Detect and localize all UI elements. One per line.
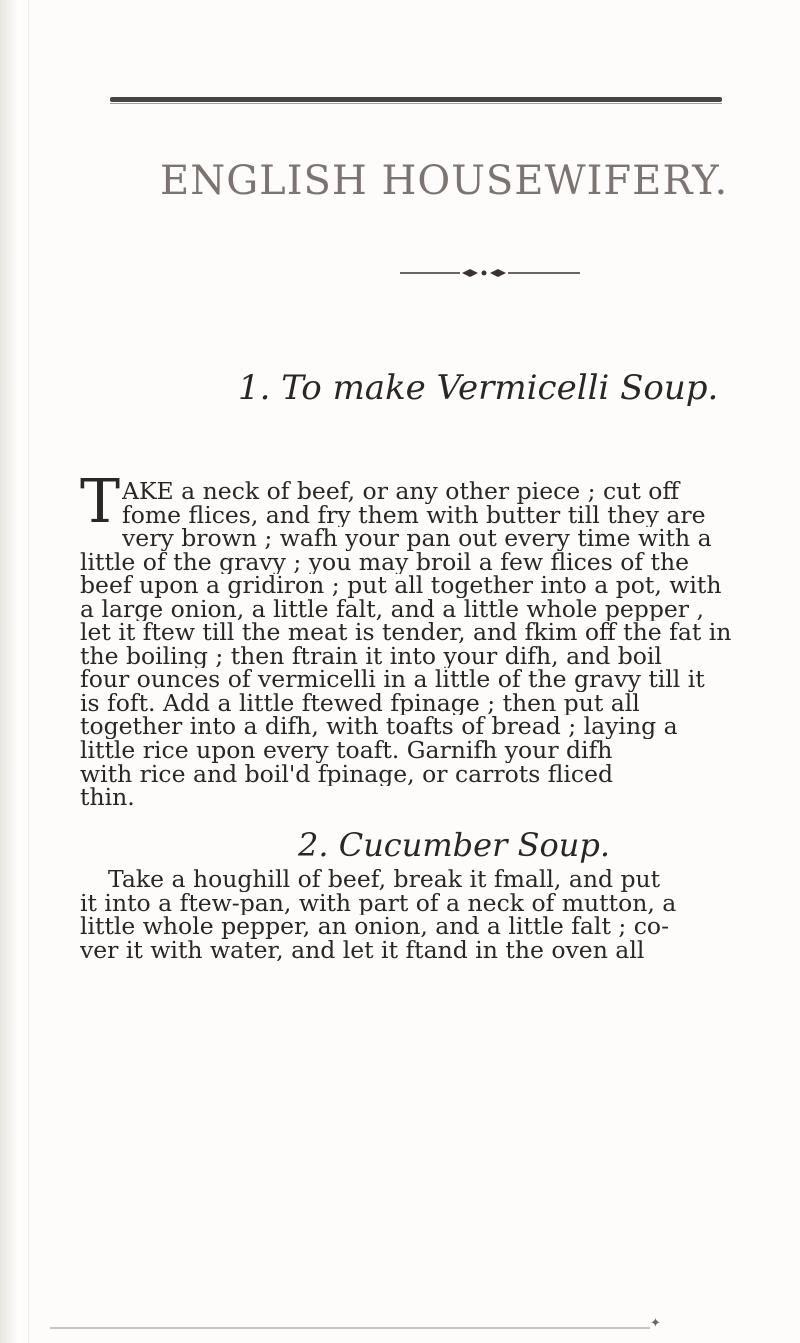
text-line: let it ftew till the meat is tender, and fkim off the fat in (80, 621, 732, 645)
text-line: little whole pepper, an onion, and a little falt ; co- (80, 915, 670, 939)
text-line: fome flices, and fry them with butter till they are (122, 503, 706, 528)
text-line: it into a ftew-pan, with part of a neck of mutton, a (80, 891, 677, 916)
recipe-vermicelli-body (80, 467, 740, 810)
section-title-vermicelli: 1. To make Vermicelli Soup. (238, 368, 719, 408)
text-line: four ounces of vermicelli in a little of the gravy till it (80, 668, 705, 692)
text-line: the boiling ; then ftrain it into your difh, and boil (80, 644, 662, 669)
text-line: is foft. Add a little ftewed fpinage ; then put all (80, 691, 640, 716)
dropcap: T (80, 467, 121, 537)
text-line: AKE a neck of beef, or any other piece ; cut off (122, 480, 680, 504)
running-head: ENGLISH HOUSEWIFERY. (160, 158, 729, 204)
text-line: thin. (80, 786, 135, 810)
ornament-divider-icon (400, 268, 580, 278)
footer-rule (50, 1327, 650, 1329)
text-line: with rice and boil'd fpinage, or carrots fliced (80, 762, 614, 787)
text-line: together into a difh, with toafts of bread ; laying a (80, 715, 678, 740)
section-title-cucumber: 2. Cucumber Soup. (298, 826, 611, 864)
text-line: beef upon a gridiron ; put all together into a pot, with (80, 574, 722, 598)
header-rule (110, 97, 722, 102)
text-line: little rice upon every toaft. Garnifh your difh (80, 739, 613, 763)
text-line: ver it with water, and let it ftand in the oven all (80, 938, 645, 963)
footer-mark: ✦ (650, 1316, 661, 1331)
text-line: very brown ; wafh your pan out every time with a (122, 527, 712, 551)
text-line: little of the gravy ; you may broil a few flices of the (80, 550, 690, 575)
recipe-cucumber-body (80, 868, 740, 962)
text-line: a large onion, a little falt, and a little whole pepper , (80, 597, 704, 622)
text-line: Take a houghill of beef, break it fmall, and put (108, 868, 661, 892)
header-rule-thin (110, 103, 722, 104)
page-fold (28, 0, 29, 1343)
page-edge-shadow (0, 0, 18, 1343)
